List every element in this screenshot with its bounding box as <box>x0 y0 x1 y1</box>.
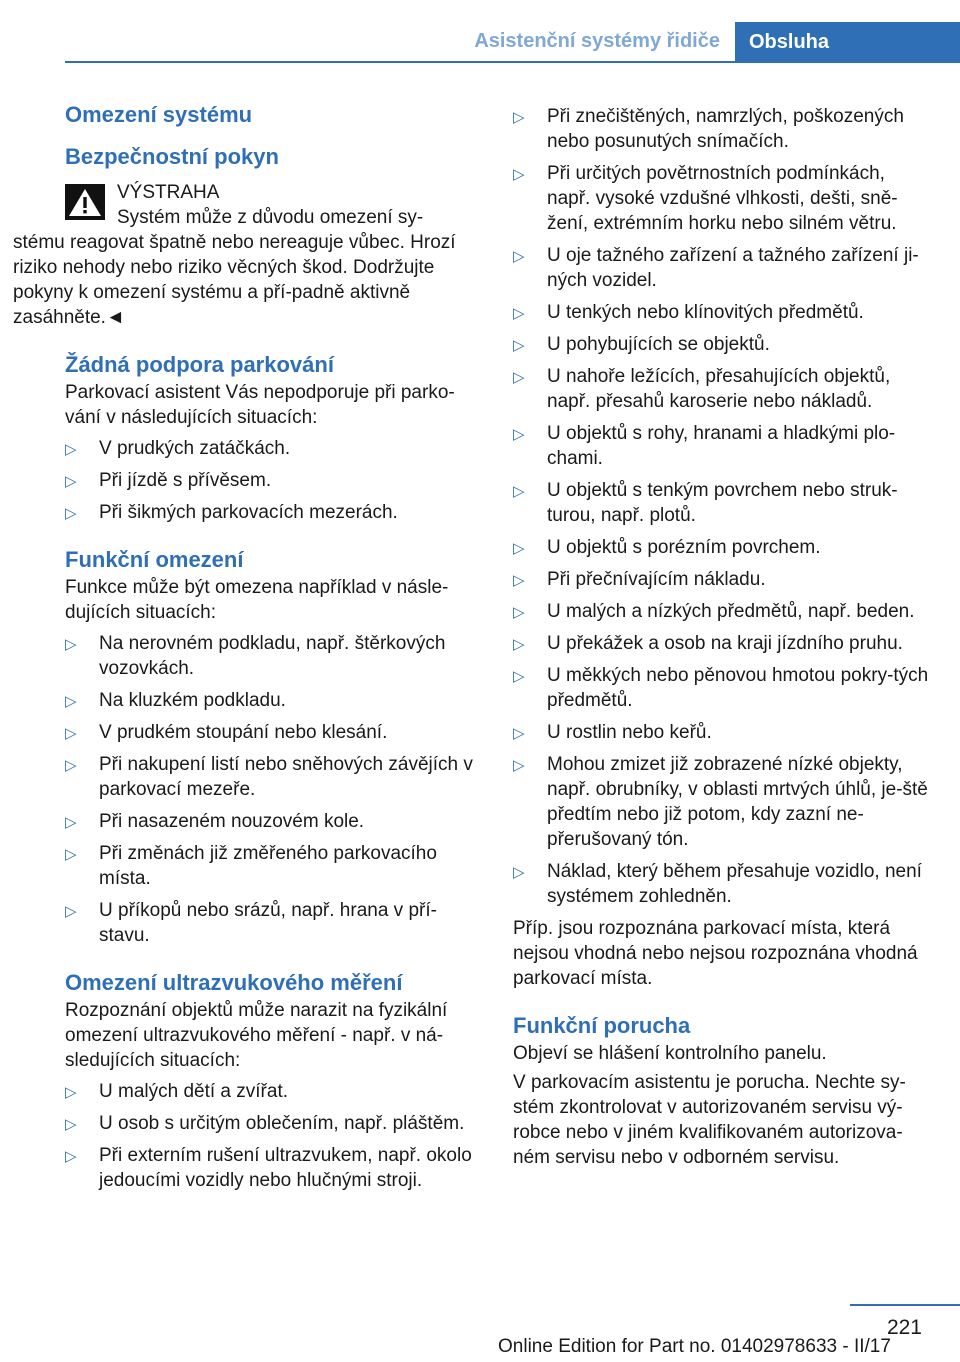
page-number: 221 <box>886 1316 922 1339</box>
bullet-triangle-icon: ▷ <box>513 426 525 443</box>
footer-rule <box>850 1304 960 1306</box>
function-limits-intro: Funkce může být omezena například v násle‐dujících situacích: <box>65 577 449 623</box>
left-column <box>13 100 479 1200</box>
list-item: ▷ U nahoře ležících, přesahujících objektů, např. přesahů karoserie nebo nákladů. <box>513 366 891 412</box>
list-item: ▷ Při jízdě s přívěsem. <box>65 468 479 493</box>
list-item: ▷ U malých dětí a zvířat. <box>65 1079 479 1104</box>
list-item: ▷ U objektů s tenkým povrchem nebo struk‐turou, např. plotů. <box>513 480 898 526</box>
bullet-triangle-icon: ▷ <box>513 248 525 265</box>
bullet-triangle-icon: ▷ <box>513 864 525 881</box>
bullet-triangle-icon: ▷ <box>65 1116 77 1133</box>
list-item: ▷ Při nakupení listí nebo sněhových závějích v parkovací mezeře. <box>65 754 473 800</box>
warning-text-line1: Systém může z důvodu omezení sy‐ <box>117 207 424 228</box>
list-item: ▷ Při přečnívajícím nákladu. <box>513 567 933 592</box>
right-column <box>513 100 933 1170</box>
bullet-triangle-icon: ▷ <box>65 441 77 458</box>
bullet-triangle-icon: ▷ <box>65 814 77 831</box>
malfunction-p2: V parkovacím asistentu je porucha. Nechte sy‐stém zkontrolovat v autorizovaném servisu vý‐robce nebo v jiném kvalifikovaném autorizova‐ném servisu nebo v odborném servisu. <box>513 1072 906 1168</box>
bullet-triangle-icon: ▷ <box>65 725 77 742</box>
warning-title: VÝSTRAHA <box>117 182 220 203</box>
bullet-triangle-icon: ▷ <box>65 636 77 653</box>
heading-malfunction: Funkční porucha <box>513 1013 691 1038</box>
bullet-triangle-icon: ▷ <box>65 1148 77 1165</box>
list-item: ▷ V prudkých zatáčkách. <box>65 436 479 461</box>
bullet-triangle-icon: ▷ <box>65 1084 77 1101</box>
bullet-triangle-icon: ▷ <box>513 572 525 589</box>
list-item: ▷ U objektů s porézním povrchem. <box>513 535 933 560</box>
header-section-title: Asistenční systémy řidiče <box>474 30 720 52</box>
section-heading-system-limits: Omezení systému <box>65 102 253 127</box>
list-item: ▷ U překážek a osob na kraji jízdního pruhu. <box>513 631 933 656</box>
warning-triangle-icon <box>65 184 105 220</box>
no-support-intro: Parkovací asistent Vás nepodporuje při parko‐vání v následujících situacích: <box>65 382 455 428</box>
header-tab: Obsluha <box>735 22 960 63</box>
after-list-paragraph: Příp. jsou rozpoznána parkovací místa, která nejsou vhodná nebo nejsou rozpoznána vhodná parkovací místa. <box>513 918 918 989</box>
bullet-triangle-icon: ▷ <box>513 369 525 386</box>
ultrasonic-intro: Rozpoznání objektů může narazit na fyzikální omezení ultrazvukového měření - např. v ná‐sledujících situacích: <box>65 1000 448 1071</box>
list-item: ▷ U oje tažného zařízení a tažného zařízení ji‐ných vozidel. <box>513 245 919 291</box>
bullet-triangle-icon: ▷ <box>65 505 77 522</box>
bullet-triangle-icon: ▷ <box>65 473 77 490</box>
bullet-triangle-icon: ▷ <box>513 757 525 774</box>
ultrasonic-list-continued <box>513 104 933 909</box>
list-item: ▷ U tenkých nebo klínovitých předmětů. <box>513 300 933 325</box>
list-item: ▷ Při znečištěných, namrzlých, poškozených nebo posunutých snímačích. <box>513 106 904 152</box>
heading-ultrasonic-limits: Omezení ultrazvukového měření <box>65 970 403 995</box>
function-limits-list <box>65 631 479 948</box>
bullet-triangle-icon: ▷ <box>513 725 525 742</box>
heading-safety-notice: Bezpečnostní pokyn <box>65 144 279 169</box>
warning-block <box>65 180 479 230</box>
bullet-triangle-icon: ▷ <box>513 668 525 685</box>
bullet-triangle-icon: ▷ <box>65 693 77 710</box>
bullet-triangle-icon: ▷ <box>513 305 525 322</box>
bullet-triangle-icon: ▷ <box>513 604 525 621</box>
bullet-triangle-icon: ▷ <box>513 636 525 653</box>
bullet-triangle-icon: ▷ <box>65 757 77 774</box>
list-item: ▷ Při nasazeném nouzovém kole. <box>65 809 479 834</box>
list-item: ▷ U pohybujících se objektů. <box>513 332 933 357</box>
list-item: ▷ U rostlin nebo keřů. <box>513 720 933 745</box>
bullet-triangle-icon: ▷ <box>65 846 77 863</box>
bullet-triangle-icon: ▷ <box>65 903 77 920</box>
list-item: ▷ U příkopů nebo srázů, např. hrana v pří‐stavu. <box>65 900 437 946</box>
bullet-triangle-icon: ▷ <box>513 337 525 354</box>
bullet-triangle-icon: ▷ <box>513 166 525 183</box>
list-item: ▷ Při externím rušení ultrazvukem, např. okolo jedoucími vozidly nebo hlučnými stroji. <box>65 1145 472 1191</box>
list-item: ▷ Při změnách již změřeného parkovacího místa. <box>65 843 437 889</box>
edition-note: Online Edition for Part no. 01402978633 - II/17 <box>498 1336 891 1357</box>
no-support-list <box>65 436 479 525</box>
list-item: ▷ V prudkém stoupání nebo klesání. <box>65 720 479 745</box>
list-item: ▷ Náklad, který během přesahuje vozidlo, není systémem zohledněn. <box>513 861 922 907</box>
list-item: ▷ U objektů s rohy, hranami a hladkými plo‐chami. <box>513 423 896 469</box>
list-item: ▷ Při šikmých parkovacích mezerách. <box>65 500 479 525</box>
warning-text: stému reagovat špatně nebo nereaguje vůbec. Hrozí riziko nehody nebo riziko věcných škod. Dodržujte pokyny k omezení systému a pří‐padně aktivně zasáhněte.◄ <box>13 232 456 328</box>
list-item: ▷ U měkkých nebo pěnovou hmotou pokry‐tých předmětů. <box>513 665 929 711</box>
list-item: ▷ Na kluzkém podkladu. <box>65 688 479 713</box>
list-item: ▷ U malých a nízkých předmětů, např. beden. <box>513 599 933 624</box>
ultrasonic-list <box>65 1079 479 1193</box>
bullet-triangle-icon: ▷ <box>513 483 525 500</box>
list-item: ▷ Mohou zmizet již zobrazené nízké objekty, např. obrubníky, v oblasti mrtvých úhlů, je‐ště předtím nebo již potom, kdy zazní ne‐přerušovaný tón. <box>513 754 928 850</box>
bullet-triangle-icon: ▷ <box>513 540 525 557</box>
malfunction-p1: Objeví se hlášení kontrolního panelu. <box>513 1043 827 1064</box>
list-item: ▷ U osob s určitým oblečením, např. pláštěm. <box>65 1111 479 1136</box>
list-item: ▷ Při určitých povětrnostních podmínkách, např. vysoké vzdušné vlhkosti, dešti, sně‐žení, extrémním horku nebo silném větru. <box>513 163 898 234</box>
list-item: ▷ Na nerovném podkladu, např. štěrkových vozovkách. <box>65 633 446 679</box>
heading-function-limits: Funkční omezení <box>65 547 244 572</box>
bullet-triangle-icon: ▷ <box>513 109 525 126</box>
heading-no-parking-support: Žádná podpora parkování <box>65 352 334 377</box>
